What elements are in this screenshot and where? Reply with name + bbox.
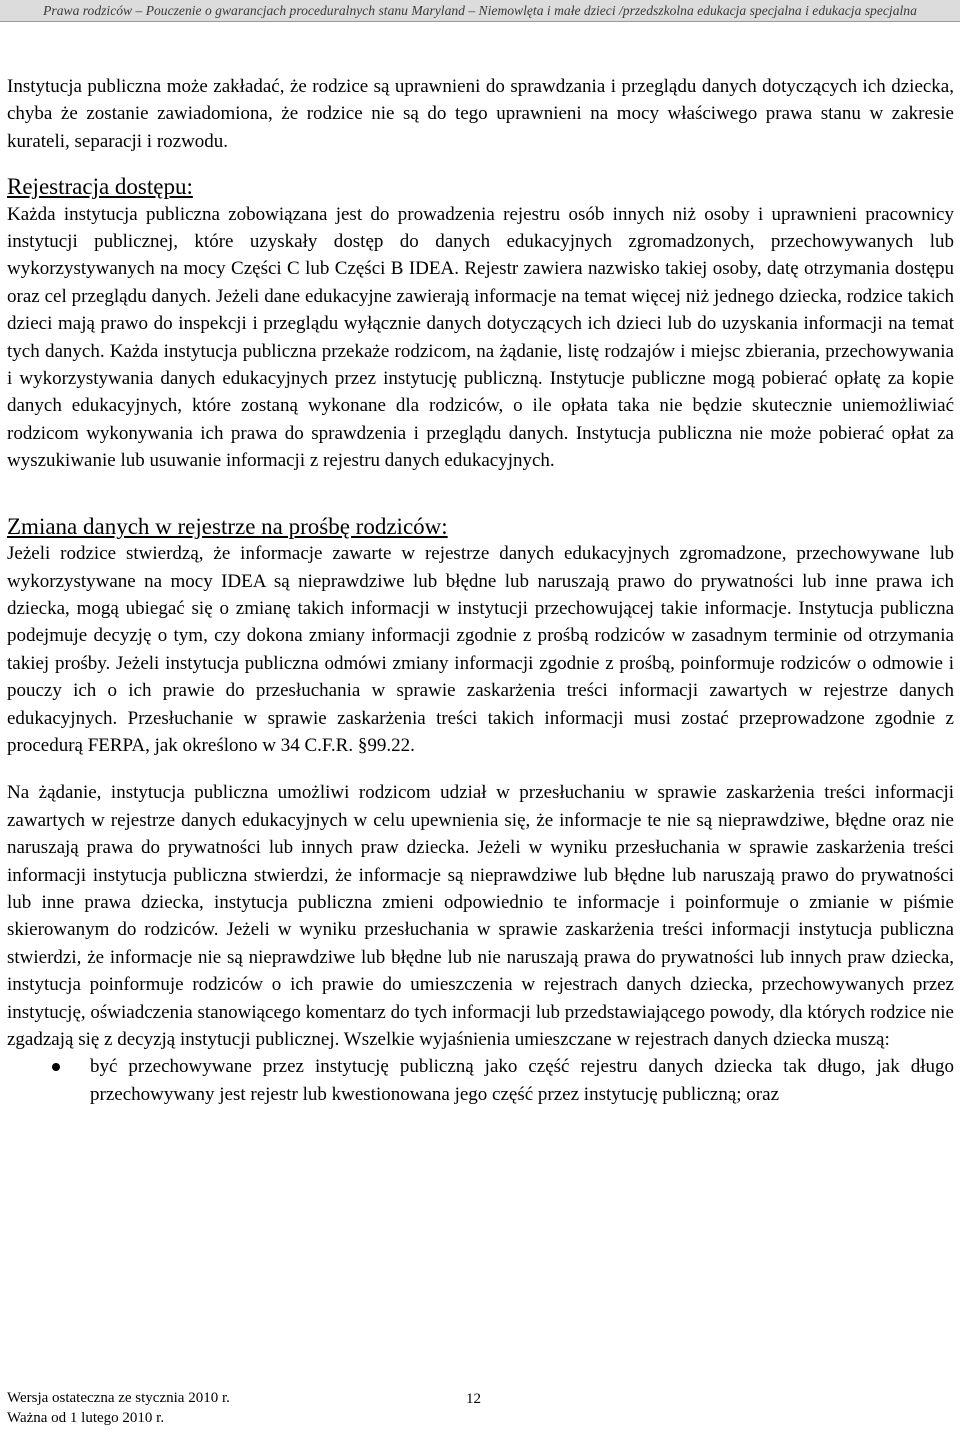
footer-version: Wersja ostateczna ze stycznia 2010 r. — [7, 1390, 230, 1406]
spacer — [7, 759, 954, 779]
registry-paragraph: Każda instytucja publiczna zobowiązana jest do prowadzenia rejestru osób innych niż osoby i uprawnieni pracownicy instytucji publicznej, które uzyskały dostęp do danych edukacyjnych zgromadzonych, przechowywanych lub wykorzystywanych na mocy Części C lub Części B IDEA. Rejestr zawiera nazwisko takiej osoby, datę otrzymania dostępu oraz cel przeglądu danych. Jeżeli dane edukacyjne zawierają informacje na temat więcej niż jednego dziecka, rodzice takich dzieci mają prawo do inspekcji i przeglądu wyłącznie danych dotyczących ich dzieci lub do uzyskania informacji na temat tych danych. Każda instytucja publiczna przekaże rodzicom, na żądanie, listę rodzajów i miejsc zbierania, przechowywania i wykorzystywania danych edukacyjnych przez instytucję publiczną. Instytucje publiczne mogą pobierać opłatę za kopie danych edukacyjnych, które zostaną wykonane dla rodziców, o ile opłata taka nie będzie skutecznie uniemożliwiać rodzicom wykonywania ich prawa do sprawdzenia i przeglądu danych. Instytucja publiczna nie może pobierać opłat za wyszukiwanie lub usuwanie informacji z rejestru danych edukacyjnych. — [7, 203, 954, 472]
explanation-bullet-list — [7, 1053, 954, 1108]
bullet-text: być przechowywane przez instytucję publiczną jako część rejestru danych dziecka tak długo, jak długo przechowywany jest rejestr lub kwestionowana jego część przez instytucję publiczną; oraz — [90, 1056, 954, 1105]
list-item — [7, 1053, 954, 1108]
footer-valid-from: Ważna od 1 lutego 2010 r. — [7, 1410, 165, 1426]
registry-heading: Rejestracja dostępu: — [7, 174, 193, 200]
amend-heading: Zmiana danych w rejestrze na prośbę rodziców: — [7, 513, 448, 539]
intro-paragraph: Instytucja publiczna może zakładać, że rodzice są uprawnieni do sprawdzania i przeglądu danych dotyczących ich dziecka, chyba że zostanie zawiadomiona, że rodzice nie są do tego uprawnieni na mocy właściwego prawa stanu w zakresie kurateli, separacji i rozwodu. — [7, 76, 954, 152]
spacer — [7, 155, 954, 173]
page-number: 12 — [466, 1391, 481, 1407]
bullet-icon — [52, 1063, 60, 1071]
running-header-title: Prawa rodziców – Pouczenie o gwarancjach proceduralnych stanu Maryland – Niemowlęta i małe dzieci /przedszkolna edukacja specjalna i edukacja specjalna — [43, 3, 917, 18]
running-header — [0, 0, 960, 22]
spacer — [7, 475, 954, 513]
page-footer — [7, 1388, 607, 1428]
document-body — [7, 73, 954, 1108]
amend-paragraph: Jeżeli rodzice stwierdzą, że informacje zawarte w rejestrze danych edukacyjnych zgromadzone, przechowywane lub wykorzystywane na mocy IDEA są nieprawdziwe lub błędne lub naruszają prawo do prywatności lub inne prawa ich dziecka, mogą ubiegać się o zmianę takich informacji w instytucji przechowującej takie informacje. Instytucja publiczna podejmuje decyzję o tym, czy dokona zmiany informacji zgodnie z prośbą rodziców w zasadnym terminie od otrzymania takiej prośby. Jeżeli instytucja publiczna odmówi zmiany informacji zgodnie z prośbą, poinformuje rodziców o odmowie i pouczy ich o ich prawie do przesłuchania w sprawie zaskarżenia treści informacji zawartych w rejestrze danych edukacyjnych. Przesłuchanie w sprawie zaskarżenia treści takich informacji musi zostać przeprowadzone zgodnie z procedurą FERPA, jak określono w 34 C.F.R. §99.22. — [7, 543, 954, 756]
hearing-paragraph: Na żądanie, instytucja publiczna umożliwi rodzicom udział w przesłuchaniu w sprawie zaskarżenia treści informacji zawartych w rejestrze danych edukacyjnych w celu upewnienia się, że informacje te nie są nieprawdziwe, błędne oraz nie naruszają prawa do prywatności lub innych praw dziecka. Jeżeli w wyniku przesłuchania w sprawie zaskarżenia treści informacji instytucja publiczna stwierdzi, że informacje są nieprawdziwe lub błędne lub naruszają prawo do prywatności lub inne prawa dziecka, instytucja publiczna zmieni odpowiednio te informacje i poinformuje o zmianie w piśmie skierowanym do rodziców. Jeżeli w wyniku przesłuchania w sprawie zaskarżenia treści informacji instytucja publiczna stwierdzi, że informacje nie są nieprawdziwe lub błędne lub nie naruszają prawa do prywatności lub innych praw dziecka, instytucja poinformuje rodziców o ich prawie do umieszczenia w rejestrach danych dziecka, przechowywanych przez instytucję, oświadczenia stanowiącego komentarz do tych informacji lub przedstawiającego powody, dla których rodzice nie zgadzają się z decyzją instytucji publicznej. Wszelkie wyjaśnienia umieszczane w rejestrach danych dziecka muszą: — [7, 782, 954, 1050]
